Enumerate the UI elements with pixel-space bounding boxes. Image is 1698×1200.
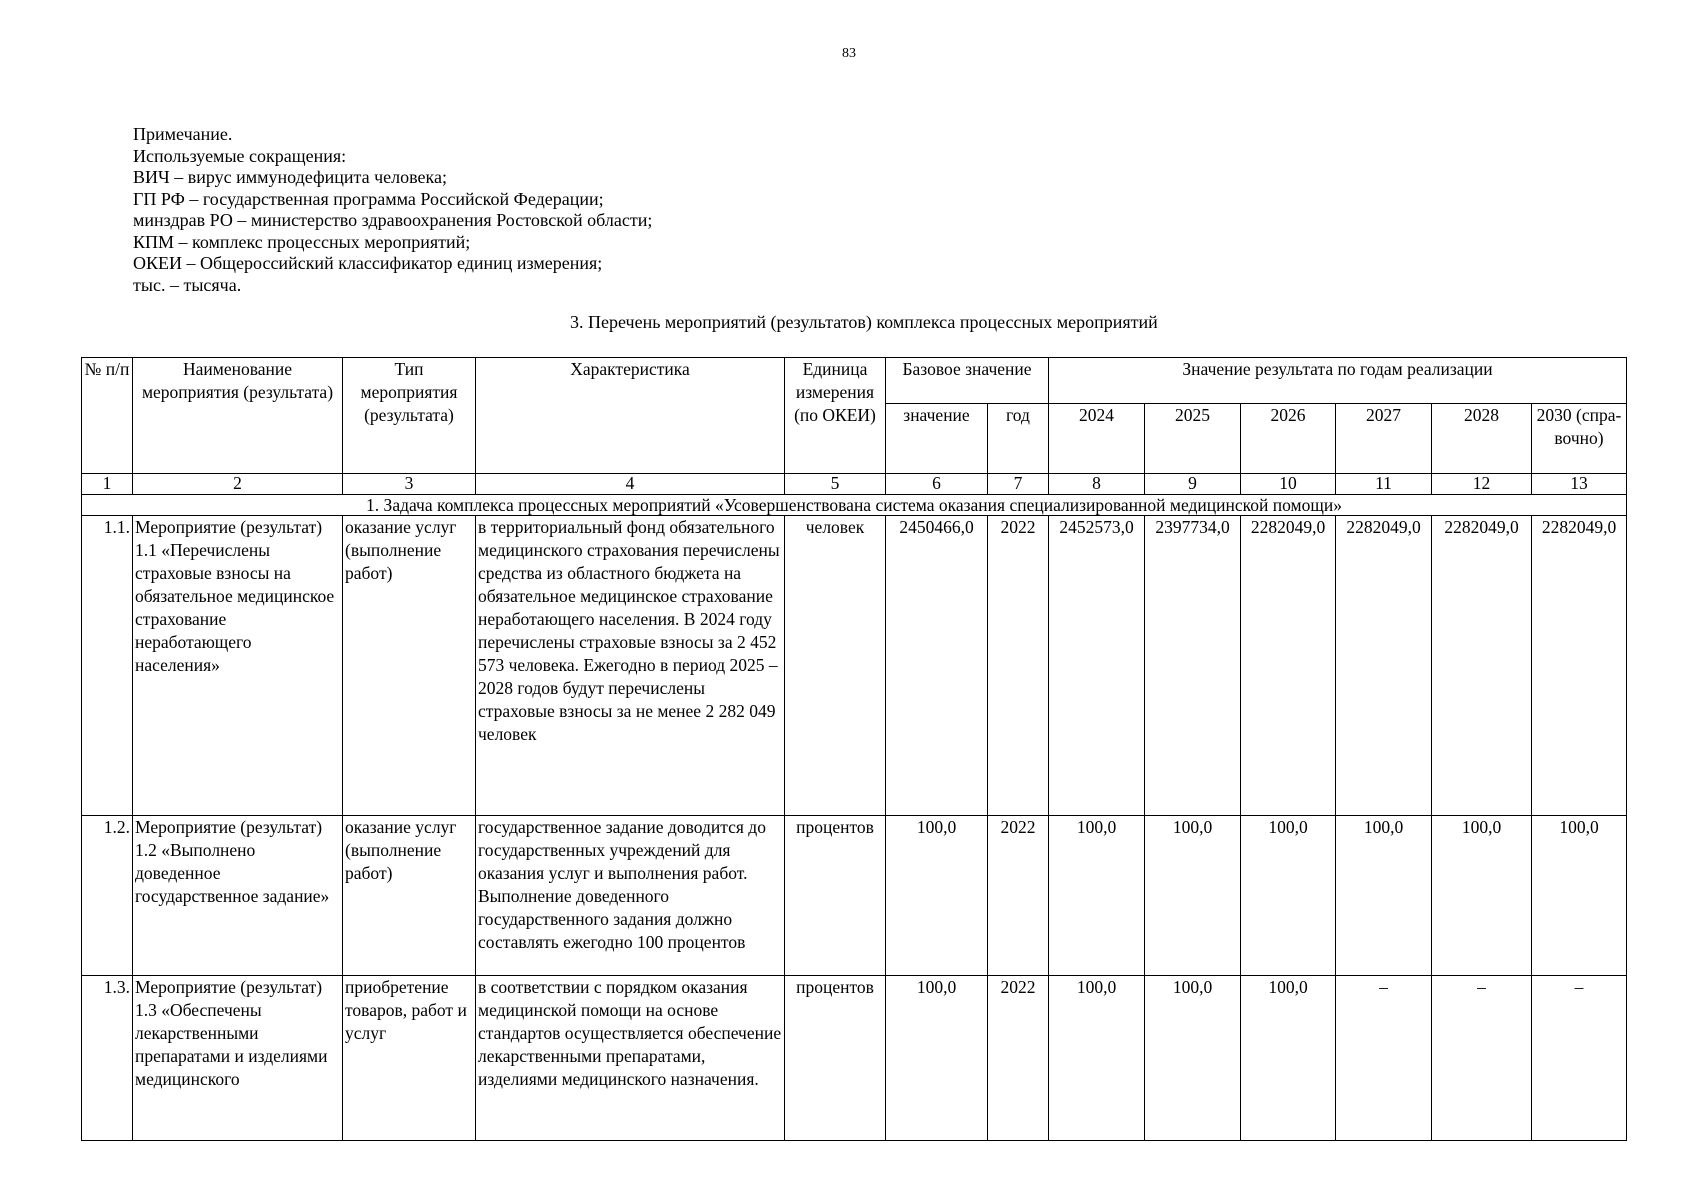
- section-title: 3. Перечень мероприятий (результатов) комплекса процессных мероприятий: [570, 312, 1158, 332]
- row-num: 1.3.: [82, 976, 133, 1141]
- note-line: Примечание.: [133, 124, 233, 144]
- row-value: 100,0: [1241, 816, 1336, 976]
- abbreviations-note: [133, 124, 652, 296]
- row-value: 100,0: [1432, 816, 1532, 976]
- column-number: 8: [1049, 474, 1145, 495]
- row-type: оказание услуг (выполнение работ): [343, 516, 476, 816]
- row-characteristic: в соответствии с порядком оказания медицинской помощи на основе стандартов осуществляется обеспечение лекарственными препаратами, изделиями медицинского назначения.: [476, 976, 785, 1141]
- task-heading: 1. Задача комплекса процессных мероприятий «Усовершенствована система оказания специализированной медицинской помощи»: [82, 495, 1627, 516]
- note-line: минздрав РО – министерство здравоохранения Ростовской области;: [133, 210, 653, 230]
- header-result: Значение результата по годам реализации: [1049, 358, 1627, 404]
- header-year: 2027: [1336, 404, 1432, 474]
- row-value: 2282049,0: [1432, 516, 1532, 816]
- row-value: 100,0: [1532, 816, 1627, 976]
- row-base-year: 2022: [988, 516, 1049, 816]
- row-base-value: 100,0: [886, 976, 988, 1141]
- row-base-year: 2022: [988, 816, 1049, 976]
- header-name: Наименование мероприятия (результата): [133, 358, 343, 474]
- note-line: ГП РФ – государственная программа Российской Федерации;: [133, 188, 604, 209]
- row-value: 100,0: [1336, 816, 1432, 976]
- header-year: 2030 (спра-вочно): [1532, 404, 1627, 474]
- row-value: 2397734,0: [1145, 516, 1241, 816]
- row-value: –: [1336, 976, 1432, 1141]
- measures-table: [81, 357, 1627, 1141]
- row-value: 100,0: [1241, 976, 1336, 1141]
- page-number: 83: [842, 46, 856, 61]
- row-unit: процентов: [785, 816, 886, 976]
- row-num: 1.2.: [82, 816, 133, 976]
- row-characteristic: в территориальный фонд обязательного медицинского страхования перечислены средства из областного бюджета на обязательное медицинское страхование неработающего населения. В 2024 году перечислены страховые взносы за 2 452 573 человека. Ежегодно в период 2025 – 2028 годов будут перечислены страховые взносы за не менее 2 282 049 человек: [476, 516, 785, 816]
- row-characteristic: государственное задание доводится до государственных учреждений для оказания услуг и выполнения работ. Выполнение доведенного государственного задания должно составлять ежегодно 100 процентов: [476, 816, 785, 976]
- header-type: Тип мероприятия (результата): [343, 358, 476, 474]
- header-base-value: значение: [886, 404, 988, 474]
- row-value: 100,0: [1145, 816, 1241, 976]
- row-value: –: [1432, 976, 1532, 1141]
- header-year: 2026: [1241, 404, 1336, 474]
- row-value: 100,0: [1049, 976, 1145, 1141]
- column-number: 2: [133, 474, 343, 495]
- column-number: 4: [476, 474, 785, 495]
- row-value: 2282049,0: [1336, 516, 1432, 816]
- note-line: ОКЕИ – Общероссийский классификатор единиц измерения;: [133, 253, 603, 273]
- note-line: КПМ – комплекс процессных мероприятий;: [133, 231, 471, 252]
- note-line: тыс. – тысяча.: [133, 274, 242, 295]
- row-value: –: [1532, 976, 1627, 1141]
- column-number: 7: [988, 474, 1049, 495]
- row-value: 100,0: [1145, 976, 1241, 1141]
- row-base-value: 100,0: [886, 816, 988, 976]
- row-unit: человек: [785, 516, 886, 816]
- header-year: 2028: [1432, 404, 1532, 474]
- note-line: ВИЧ – вирус иммунодефицита человека;: [133, 167, 447, 187]
- column-number: 12: [1432, 474, 1532, 495]
- header-characteristic: Характеристика: [476, 358, 785, 474]
- row-name: Мероприятие (результат) 1.3 «Обеспечены лекарственными препаратами и изделиями медицинского: [133, 976, 343, 1141]
- row-type: оказание услуг (выполнение работ): [343, 816, 476, 976]
- row-base-value: 2450466,0: [886, 516, 988, 816]
- header-base: Базовое значение: [886, 358, 1049, 404]
- column-number: 13: [1532, 474, 1627, 495]
- header-year: 2024: [1049, 404, 1145, 474]
- row-unit: процентов: [785, 976, 886, 1141]
- table-row: [82, 516, 1627, 816]
- header-base-year: год: [988, 404, 1049, 474]
- column-number: 6: [886, 474, 988, 495]
- column-number: 10: [1241, 474, 1336, 495]
- header-num: № п/п: [82, 358, 133, 474]
- row-base-year: 2022: [988, 976, 1049, 1141]
- column-number: 9: [1145, 474, 1241, 495]
- note-line: Используемые сокращения:: [133, 145, 347, 166]
- row-value: 2452573,0: [1049, 516, 1145, 816]
- row-value: 2282049,0: [1532, 516, 1627, 816]
- table-row: [82, 976, 1627, 1141]
- column-number: 5: [785, 474, 886, 495]
- row-name: Мероприятие (результат) 1.1 «Перечислены страховые взносы на обязательное медицинское страхование неработающего населения»: [133, 516, 343, 816]
- column-number: 3: [343, 474, 476, 495]
- header-unit: Единица измерения (по ОКЕИ): [785, 358, 886, 474]
- table-row: [82, 816, 1627, 976]
- column-number: 1: [82, 474, 133, 495]
- column-number: 11: [1336, 474, 1432, 495]
- row-type: приобретение товаров, работ и услуг: [343, 976, 476, 1141]
- header-year: 2025: [1145, 404, 1241, 474]
- row-name: Мероприятие (результат) 1.2 «Выполнено доведенное государственное задание»: [133, 816, 343, 976]
- row-value: 2282049,0: [1241, 516, 1336, 816]
- row-value: 100,0: [1049, 816, 1145, 976]
- row-num: 1.1.: [82, 516, 133, 816]
